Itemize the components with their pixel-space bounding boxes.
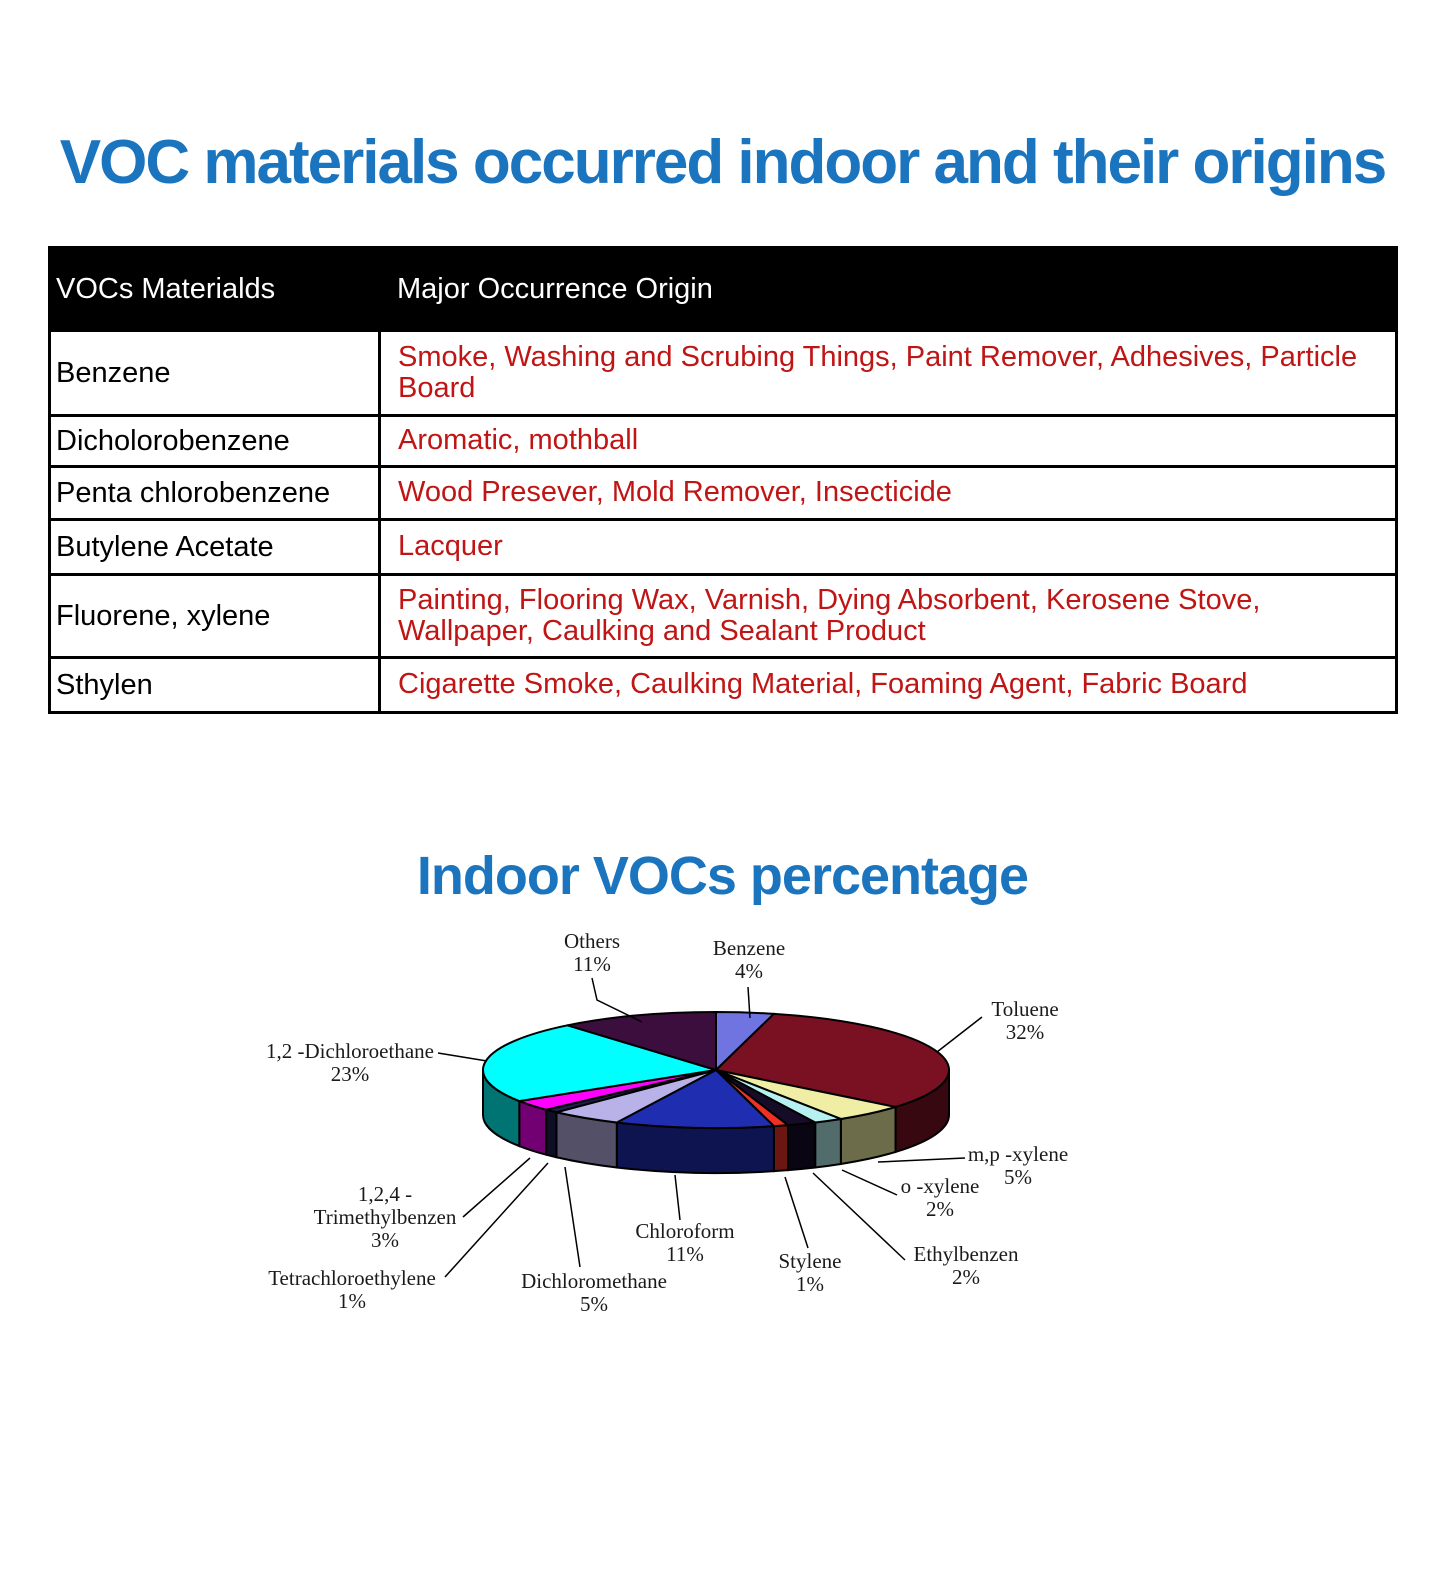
table-row — [50, 658, 1397, 713]
pie-slice-label-line: 1,2,4 - — [357, 1182, 413, 1206]
voc-materials-table — [48, 246, 1398, 714]
pie-chart — [215, 910, 1175, 1330]
pie-slice-label-line: Toluene — [991, 997, 1059, 1021]
pie-slice-label — [779, 1250, 842, 1296]
leader-line — [463, 1158, 530, 1217]
pie-slice-label-line: 23% — [330, 1062, 370, 1086]
pie-slice-label-line: 32% — [1005, 1020, 1045, 1044]
table-header-origin: Major Occurrence Origin — [380, 248, 1397, 331]
leader-line — [445, 1163, 548, 1277]
pie-slice-side — [815, 1119, 841, 1168]
material-cell: Fluorene, xylene — [50, 575, 380, 658]
material-cell: Dicholorobenzene — [50, 416, 380, 467]
chart-title: Indoor VOCs percentage — [416, 846, 1029, 906]
pie-slice-label — [991, 998, 1058, 1044]
page-title: VOC materials occurred indoor and their origins — [59, 128, 1386, 197]
leader-line — [813, 1173, 905, 1260]
origin-cell: Wood Presever, Mold Remover, Insecticide — [380, 467, 1397, 520]
pie-slice-label-line: Stylene — [778, 1249, 842, 1273]
pie-slice-label — [266, 1040, 434, 1086]
table-header-row — [50, 248, 1397, 331]
leader-line — [438, 1053, 487, 1061]
pie-slice-label-line: 5% — [1004, 1165, 1032, 1189]
pie-slice-label-line: Trimethylbenzen — [313, 1205, 457, 1229]
pie-slice-label-line: 3% — [371, 1228, 399, 1252]
pie-slice-label-line: 2% — [952, 1265, 980, 1289]
material-cell: Sthylen — [50, 658, 380, 713]
pie-slice-side — [788, 1122, 815, 1170]
leader-line — [937, 1017, 982, 1052]
pie-slice-label-line: Ethylbenzen — [913, 1242, 1019, 1266]
pie-slice-label-line: 11% — [666, 1242, 704, 1266]
pie-slice-label-line: Benzene — [712, 936, 786, 960]
origin-cell: Cigarette Smoke, Caulking Material, Foaming Agent, Fabric Board — [380, 658, 1397, 713]
pie-slice-label — [901, 1175, 980, 1221]
material-cell: Penta chlorobenzene — [50, 467, 380, 520]
material-cell: Butylene Acetate — [50, 520, 380, 575]
material-cell: Benzene — [50, 331, 380, 416]
pie-slice-label-line: 4% — [734, 959, 763, 983]
pie-slice-label — [521, 1270, 667, 1316]
pie-slice-label — [635, 1220, 734, 1266]
pie-slice-label-line: 11% — [573, 952, 611, 976]
table-header-materials: VOCs Materialds — [50, 248, 380, 331]
pie-slice-label-line: o -xylene — [900, 1174, 980, 1198]
pie-slice-side — [546, 1110, 556, 1158]
pie-slice-label-line: m,p -xylene — [967, 1142, 1069, 1166]
pie-slice-label — [713, 937, 785, 983]
pie-slice-label-line: 1,2 -Dichloroethane — [266, 1039, 434, 1063]
leader-line — [842, 1170, 897, 1195]
table-row — [50, 520, 1397, 575]
pie-slice-label-line: Dichloromethane — [521, 1269, 667, 1293]
origin-cell: Smoke, Washing and Scrubing Things, Paint Remover, Adhesives, Particle Board — [380, 331, 1397, 416]
pie-slice-label-line: Tetrachloroethylene — [268, 1266, 436, 1290]
leader-line — [565, 1167, 580, 1267]
leader-line — [785, 1177, 808, 1248]
pie-slice-label — [968, 1143, 1068, 1189]
leader-line — [878, 1158, 965, 1162]
table-row — [50, 331, 1397, 416]
pie-slice-side — [774, 1125, 788, 1171]
pie-slice-label-line: 1% — [338, 1289, 366, 1313]
pie-slice-side — [617, 1122, 774, 1173]
pie-slice-label-line: Chloroform — [635, 1219, 735, 1243]
pie-slice-label — [914, 1243, 1019, 1289]
table-row — [50, 416, 1397, 467]
pie-slice-label-line: 5% — [580, 1292, 608, 1316]
page — [0, 126, 1445, 1330]
pie-slice-label — [268, 1267, 436, 1313]
pie-slice-label — [564, 930, 620, 976]
leader-line — [675, 1175, 680, 1220]
table-row — [50, 467, 1397, 520]
origin-cell: Aromatic, mothball — [380, 416, 1397, 467]
pie-slice-label-line: 1% — [796, 1272, 824, 1296]
origin-cell: Lacquer — [380, 520, 1397, 575]
pie-slice-label — [314, 1183, 457, 1252]
table-row — [50, 575, 1397, 658]
origin-cell: Painting, Flooring Wax, Varnish, Dying Absorbent, Kerosene Stove, Wallpaper, Caulking and Sealant Product — [380, 575, 1397, 658]
pie-slice-label-line: 2% — [925, 1197, 954, 1221]
pie-slice-label-line: Others — [564, 929, 620, 953]
